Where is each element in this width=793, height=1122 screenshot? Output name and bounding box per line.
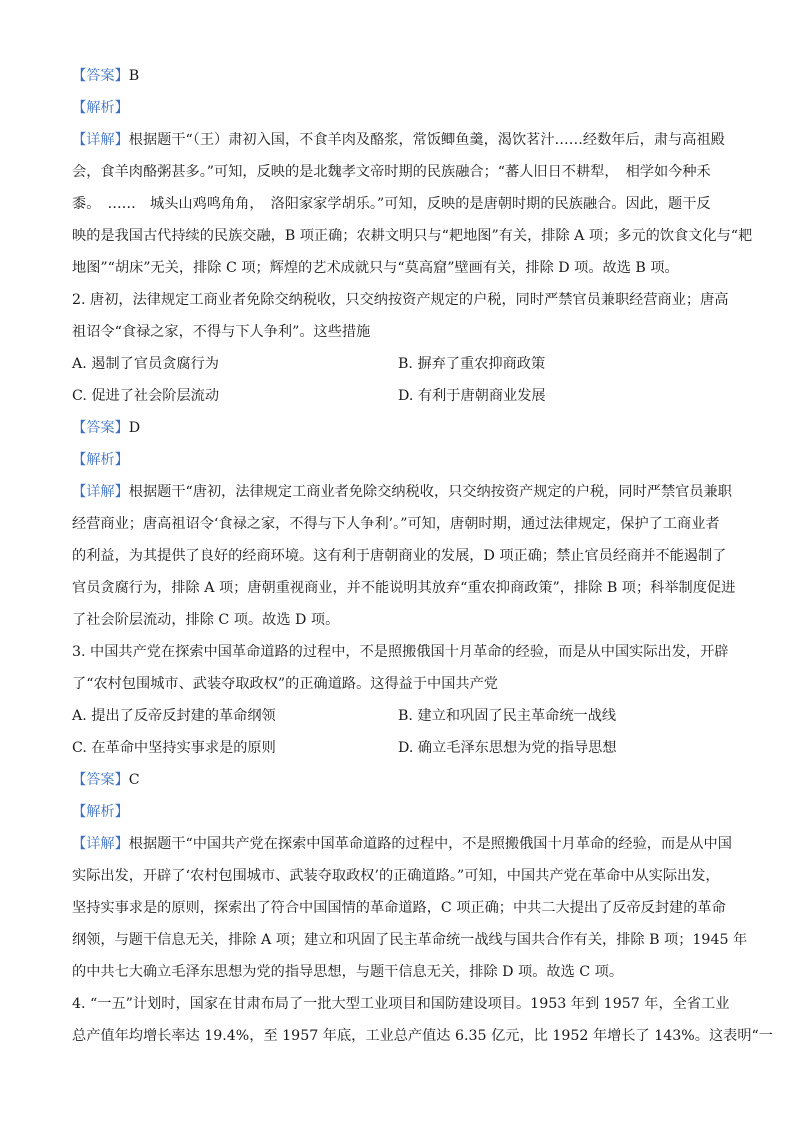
q3-stem-line: 了“农村包围城市、武装夺取政权”的正确道路。这得益于中国共产党 [72,676,498,692]
q2-detail-line: 【详解】根据题干“唐初，法律规定工商业者免除交纳税收，只交纳按资产规定的户税，同时严禁官员兼职 [72,484,732,500]
q3-detail-line: 纲领，与题干信息无关，排除 A 项；建立和巩固了民主革命统一战线与国共合作有关，排除 B 项；1945 年 [72,932,748,948]
q3-detail-line: 的中共七大确立毛泽东思想为党的指导思想，与题干信息无关，排除 D 项。故选 C 项。 [72,964,624,980]
q2-analysis-tag: 【解析】 [72,452,129,468]
q4-stem-line: 4. “一五”计划时，国家在甘肃布局了一批大型工业项目和国防建设项目。1953 年到 1957 年，全省工业 [72,996,730,1012]
q3-detail-line: 【详解】根据题干“中国共产党在探索中国革命道路的过程中，不是照搬俄国十月革命的经验，而是从中国 [72,836,732,852]
q3-option-d: D. 确立毛泽东思想为党的指导思想 [398,740,617,756]
q2-option-b: B. 摒弃了重农抑商政策 [398,356,546,372]
q3-option-b: B. 建立和巩固了民主革命统一战线 [398,708,617,724]
detail-tag: 【详解】 [72,132,129,148]
q3-answer: 【答案】C [72,772,140,788]
q1-detail-line: 映的是我国古代持续的民族交融，B 项正确；农耕文明只与“耙地图”有关，排除 A 项；多元的饮食文化与“耙 [72,228,753,244]
q1-detail-line: 地图”“胡床”无关，排除 C 项；辉煌的艺术成就只与“莫高窟”壁画有关，排除 D 项。故选 B 项。 [72,260,679,276]
q2-detail-line: 的利益，为其提供了良好的经商环境。这有利于唐朝商业的发展，D 项正确；禁止官员经商并不能遏制了 [72,548,727,564]
q2-detail-line: 了社会阶层流动，排除 C 项。故选 D 项。 [72,612,340,628]
q2-option-c: C. 促进了社会阶层流动 [72,388,220,404]
q3-detail-line: 坚持实事求是的原则，探索出了符合中国国情的革命道路，C 项正确；中共二大提出了反帝反封建的革命 [72,900,726,916]
q3-detail-line: 实际出发，开辟了‘农村包围城市、武装夺取政权’的正确道路。”可知，中国共产党在革命中从实际出发， [72,868,720,884]
q2-stem-line: 2. 唐初，法律规定工商业者免除交纳税收，只交纳按资产规定的户税，同时严禁官员兼职经营商业；唐高 [72,292,729,308]
q1-detail-line: 黍。 …… 城头山鸡鸣角角， 洛阳家家学胡乐。”可知，反映的是唐朝时期的民族融合。因此，题干反 [72,196,711,212]
q2-detail-line: 官员贪腐行为，排除 A 项；唐朝重视商业，并不能说明其放弃“重农抑商政策”，排除 B 项；科举制度促进 [72,580,736,596]
q3-option-a: A. 提出了反帝反封建的革命纲领 [72,708,276,724]
q4-stem-line: 总产值年均增长率达 19.4%，至 1957 年底，工业总产值达 6.35 亿元，比 1952 年增长了 143%。这表明“一 [72,1028,773,1044]
answer-tag: 【答案】 [72,68,129,84]
q3-analysis-tag: 【解析】 [72,804,129,820]
q2-option-d: D. 有利于唐朝商业发展 [398,388,546,404]
q1-analysis-tag: 【解析】 [72,100,129,116]
q1-detail-line: 【详解】根据题干“（王）肃初入国，不食羊肉及酪浆，常饭鲫鱼羹，渴饮茗汁……经数年后，肃与高祖殿 [72,132,725,148]
q3-option-c: C. 在革命中坚持实事求是的原则 [72,740,276,756]
q1-detail-line: 会，食羊肉酪粥甚多。”可知，反映的是北魏孝文帝时期的民族融合；“蕃人旧日不耕犁， 相学如今种禾 [72,164,711,180]
answer-value: B [128,68,140,84]
q1-answer [72,66,732,86]
q2-option-a: A. 遏制了官员贪腐行为 [72,356,219,372]
q3-stem-line: 3. 中国共产党在探索中国革命道路的过程中，不是照搬俄国十月革命的经验，而是从中国实际出发，开辟 [72,644,729,660]
q2-stem-line: 祖诏令“食禄之家，不得与下人争利”。这些措施 [72,324,371,340]
q2-detail-line: 经营商业；唐高祖诏令‘食禄之家，不得与下人争利’。”可知，唐朝时期，通过法律规定，保护了工商业者 [72,516,720,532]
q2-answer: 【答案】D [72,420,141,436]
